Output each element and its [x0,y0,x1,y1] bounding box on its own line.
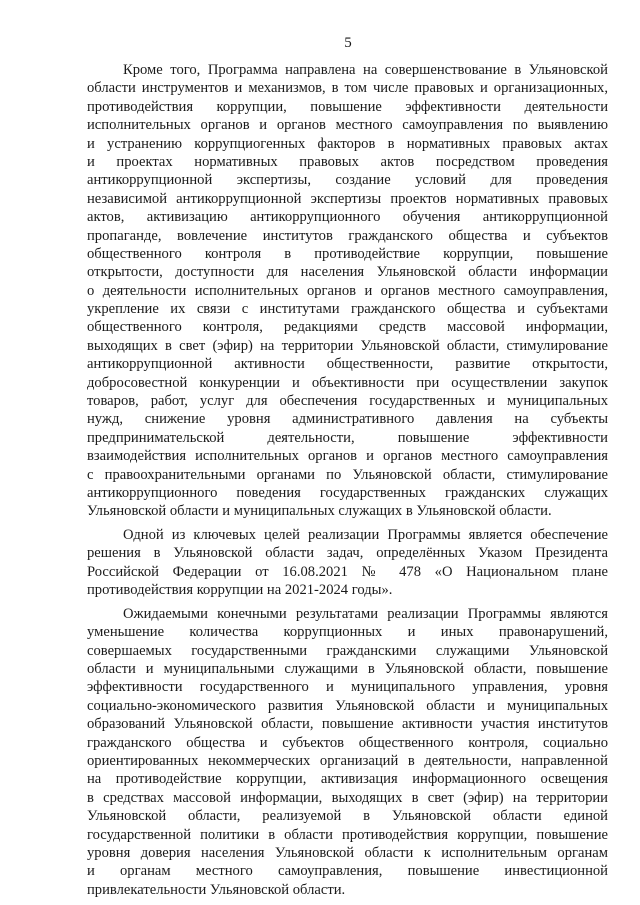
text-line: эффективности государственного и муниципального управления, уровня [87,679,608,696]
text-line: противодействия коррупции, повышение эффективности деятельности [87,98,608,115]
text-line: антикоррупционной активности общественности, развитие открытости, [87,356,608,373]
text-line: Российской Федерации от 16.08.2021 № 478 «О Национальном плане [87,563,608,580]
text-line: в средствах массовой информации, выходящих в свет (эфир) на территории [87,789,608,806]
text-line: ориентированных некоммерческих организаций в деятельности, направленной [87,753,608,770]
paragraph [87,526,608,600]
text-line: социально-экономического развития Ульяновской области и муниципальных [87,697,608,714]
text-line: исполнительных органов и органов местного самоуправления по выявлению [87,117,608,134]
text-line: укрепление их связи с институтами гражданского общества и субъектами [87,301,608,318]
text-line: Кроме того, Программа направлена на совершенствование в Ульяновской [123,62,608,78]
text-line: уменьшение количества коррупционных и иных правонарушений, [87,624,608,641]
text-line: совершаемых государственными гражданскими служащими Ульяновской [87,642,608,659]
text-line: привлекательности Ульяновской области. [87,881,346,898]
text-line: выходящих в свет (эфир) на территории Ульяновской области, стимулирование [87,337,608,354]
text-line: на противодействие коррупции, активизация информационного освещения [87,771,608,788]
paragraph [87,605,608,899]
text-line: о деятельности исполнительных органов и органов местного самоуправления, [87,282,608,299]
text-line: и органам местного самоуправления, повышение инвестиционной [87,863,608,880]
text-line: уровня доверия населения Ульяновской области к исполнительным органам [87,845,608,861]
text-line: с правоохранительными органами по Ульяновской области, стимулирование [87,466,608,483]
text-line: пропаганде, вовлечение институтов гражданского общества и субъектов [87,227,608,244]
text-line: и устранению коррупциогенных факторов в нормативных правовых актах [87,135,608,152]
text-line: открытости, доступности для населения Ульяновской области информации [87,264,608,281]
text-line: Ульяновской области и муниципальных служащих в Ульяновской области. [87,503,552,520]
text-line: гражданского общества и субъектов общественного контроля, социально [87,734,608,751]
text-line: противодействия коррупции на 2021-2024 годы». [87,582,393,599]
text-line: общественного контроля, редакциями средств массовой информации, [87,319,608,336]
text-line: Одной из ключевых целей реализации Программы является обеспечение [123,527,608,544]
paragraph [87,61,608,521]
text-line: области и муниципальными служащими в Ульяновской области, повышение [87,661,608,678]
text-line: и проектах нормативных правовых актов посредством проведения [87,153,608,170]
text-line: антикоррупционной экспертизы, создание условий для проведения [87,172,608,189]
text-line: взаимодействия исполнительных органов и органов местного самоуправления [87,448,608,465]
text-line: предпринимательской деятельности, повышение эффективности [87,429,608,446]
text-line: антикоррупционного поведения государственных гражданских служащих [87,484,608,501]
text-line: добросовестной конкуренции и объективности при осуществлении закупок [87,374,608,391]
text-line: Ожидаемыми конечными результатами реализации Программы являются [123,605,608,622]
text-line: области инструментов и механизмов, в том числе правовых и организационных, [87,80,608,97]
text-line: актов, активизацию антикоррупционного обучения антикоррупционной [87,209,608,226]
text-line: товаров, работ, услуг для обеспечения государственных и муниципальных [87,393,608,410]
text-line: общественного контроля в противодействие коррупции, повышение [87,245,608,262]
body-text [87,61,608,899]
page-number: 5 [344,35,352,51]
text-line: Ульяновской области, реализуемой в Ульяновской области единой [87,808,608,825]
text-line: нужд, снижение уровня административного давления на субъекты [87,411,608,428]
text-line: независимой антикоррупционной экспертизы проектов нормативных правовых [87,190,608,207]
text-line: решения в Ульяновской области задач, определённых Указом Президента [87,545,608,562]
text-line: государственной политики в области противодействия коррупции, повышение [87,826,608,843]
text-line: образований Ульяновской области, повышение активности участия институтов [87,716,608,733]
